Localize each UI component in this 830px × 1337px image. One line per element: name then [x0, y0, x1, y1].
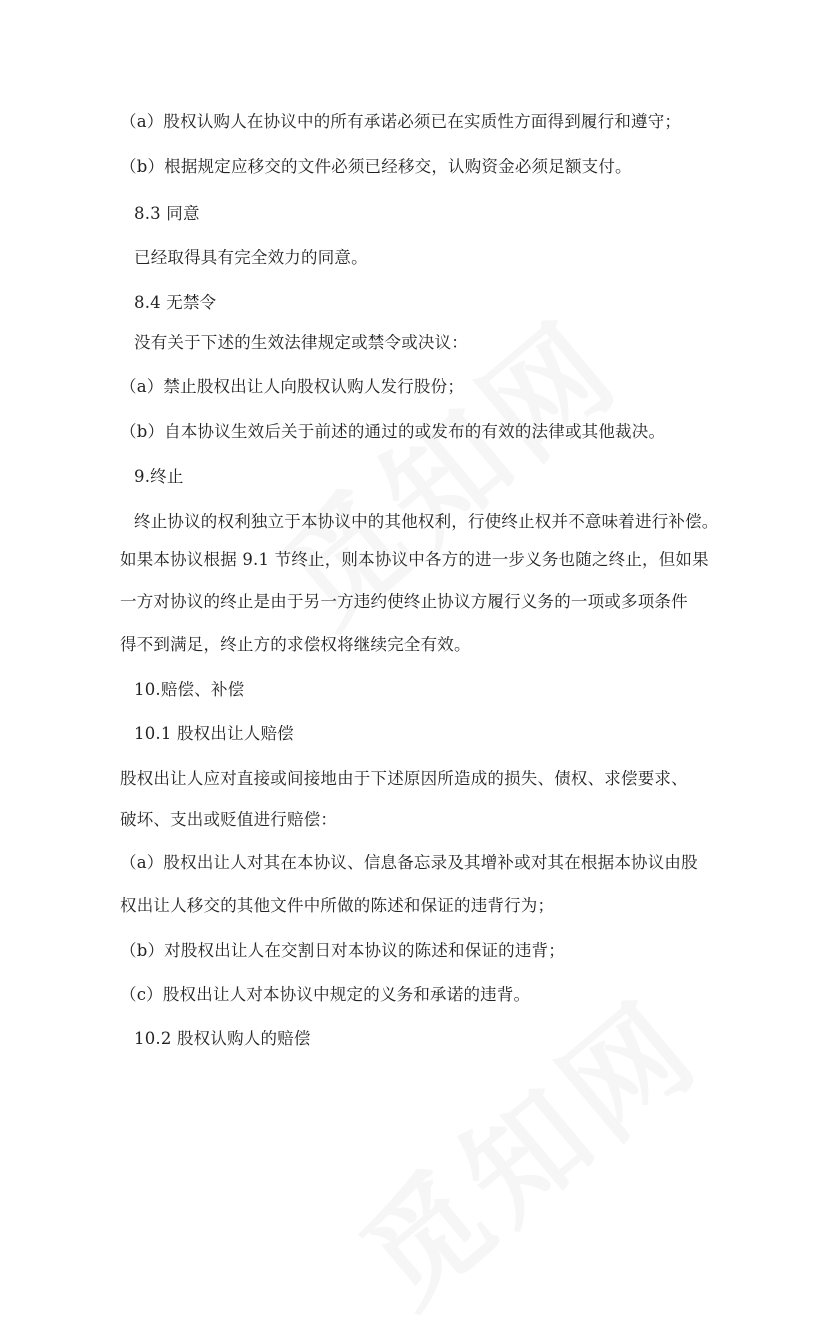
clause-8-2-b: （b）根据规定应移交的文件必须已经移交，认购资金必须足额支付。 — [120, 157, 632, 176]
heading-10: 10.赔偿、补偿 — [134, 680, 245, 699]
clause-10-1-a-line-1: （a）股权出让人对其在本协议、信息备忘录及其增补或对其在根据本协议由股 — [120, 853, 698, 872]
watermark — [320, 955, 729, 1337]
paragraph-10-1-line-2: 破坏、支出或贬值进行赔偿： — [120, 810, 338, 829]
paragraph-9-line-4: 得不到满足，终止方的求偿权将继续完全有效。 — [120, 635, 471, 654]
paragraph-9-line-3: 一方对协议的终止是由于另一方违约使终止协议方履行义务的一项或多项条件 — [120, 592, 688, 611]
heading-8-4: 8.4 无禁令 — [134, 293, 217, 312]
clause-8-2-a: （a）股权认购人在协议中的所有承诺必须已在实质性方面得到履行和遵守； — [120, 112, 682, 131]
clause-10-1-a-line-2: 权出让人移交的其他文件中所做的陈述和保证的违背行为； — [120, 896, 555, 915]
heading-10-2: 10.2 股权认购人的赔偿 — [134, 1029, 311, 1048]
clause-8-4-b: （b）自本协议生效后关于前述的通过的或发布的有效的法律或其他裁决。 — [120, 422, 666, 441]
paragraph-8-3: 已经取得具有完全效力的同意。 — [134, 248, 368, 267]
paragraph-8-4: 没有关于下述的生效法律规定或禁令或决议： — [134, 333, 468, 352]
paragraph-9-line-1: 终止协议的权利独立于本协议中的其他权利，行使终止权并不意味着进行补偿。 — [134, 512, 719, 531]
clause-8-4-a: （a）禁止股权出让人向股权认购人发行股份； — [120, 377, 465, 396]
heading-8-3: 8.3 同意 — [134, 204, 200, 223]
clause-10-1-b: （b）对股权出让人在交割日对本协议的陈述和保证的违背； — [120, 941, 565, 960]
paragraph-9-line-2: 如果本协议根据 9.1 节终止，则本协议中各方的进一步义务也随之终止，但如果 — [120, 550, 709, 569]
heading-10-1: 10.1 股权出让人赔偿 — [134, 724, 294, 743]
paragraph-10-1-line-1: 股权出让人应对直接或间接地由于下述原因所造成的损失、债权、求偿要求、 — [120, 769, 688, 788]
clause-10-1-c: （c）股权出让人对本协议中规定的义务和承诺的违背。 — [120, 985, 531, 1004]
heading-9: 9.终止 — [134, 467, 184, 486]
